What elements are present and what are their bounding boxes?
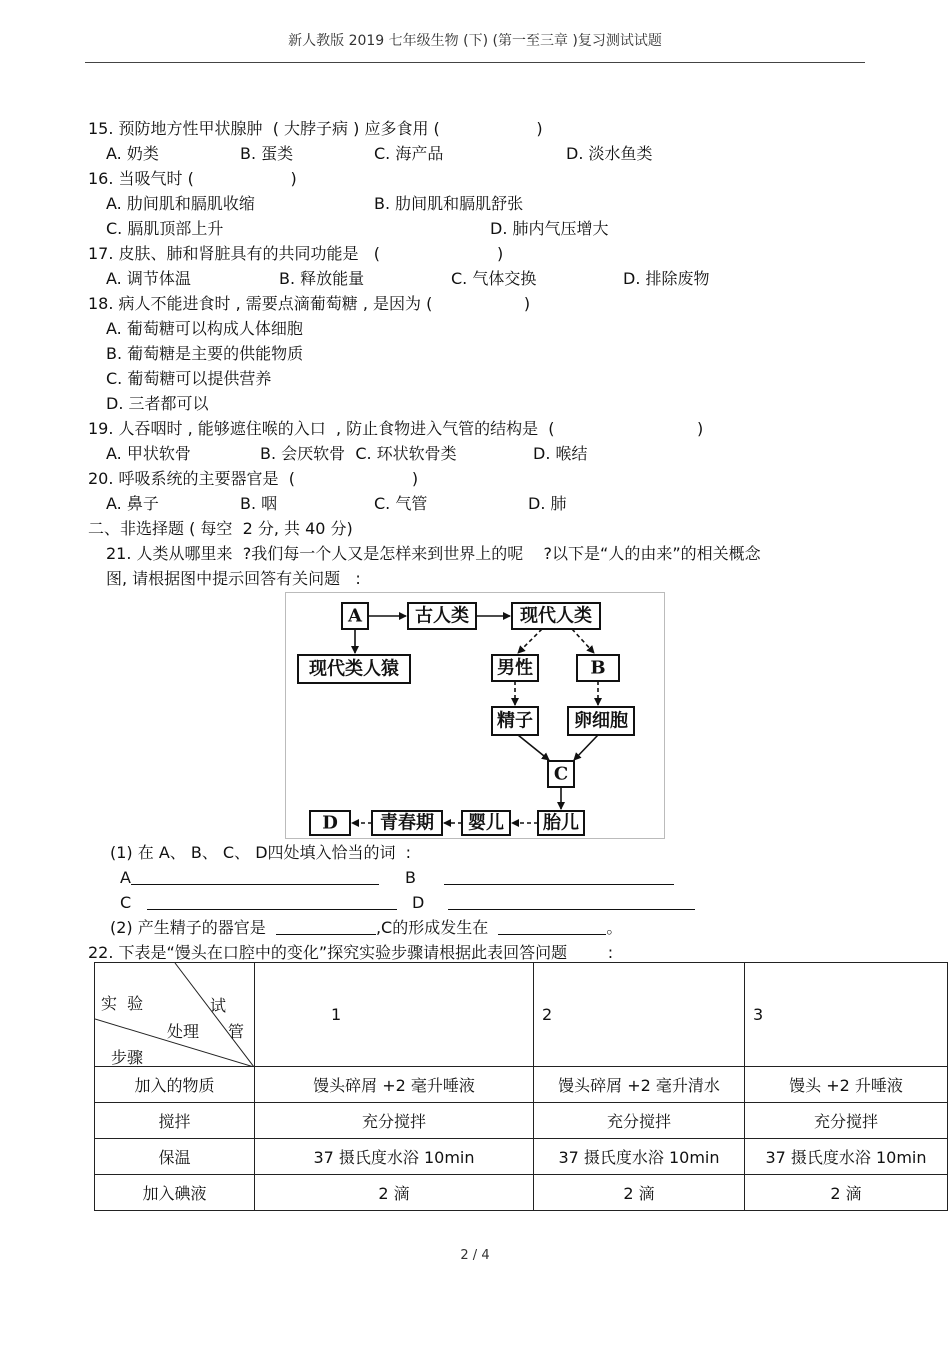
corner-mid-a: 处理 xyxy=(167,1022,200,1041)
box-c-label: C xyxy=(553,763,569,785)
q18-option-c: C. 葡萄糖可以提供营养 xyxy=(106,369,272,388)
q15-option-d: D. 淡水鱼类 xyxy=(566,144,653,163)
q17-option-d: D. 排除废物 xyxy=(623,269,710,288)
cell: 馒头 +2 升唾液 xyxy=(745,1067,948,1103)
cell: 37 摄氏度水浴 10min xyxy=(745,1139,948,1175)
q20-option-d: D. 肺 xyxy=(528,494,567,513)
cell: 馒头碎屑 +2 毫升清水 xyxy=(534,1067,745,1103)
q15-stem: 15. 预防地方性甲状腺肿 ( 大脖子病 ) 应多食用 ( ) xyxy=(88,119,543,138)
blank-sperm-organ[interactable] xyxy=(276,918,376,935)
cell: 2 滴 xyxy=(534,1175,745,1211)
q18-option-a: A. 葡萄糖可以构成人体细胞 xyxy=(106,319,303,338)
box-a-label: A xyxy=(348,605,362,627)
box-ancient-human-label: 古人类 xyxy=(415,605,469,627)
corner-bottom: 步骤 xyxy=(111,1048,144,1067)
box-infant-label: 婴儿 xyxy=(468,812,504,834)
q19-stem: 19. 人吞咽时 , 能够遮住喉的入口 , 防止食物进入气管的结构是 ( ) xyxy=(88,419,704,438)
corner-top-a: 实 验 xyxy=(101,994,144,1013)
q16-stem: 16. 当吸气时 ( ) xyxy=(88,169,297,188)
table-header-row xyxy=(95,963,948,1067)
blank-c-line[interactable] xyxy=(147,893,397,910)
q15-option-b: B. 蛋类 xyxy=(240,144,294,163)
header-rule xyxy=(85,62,865,63)
col-header-2: 2 xyxy=(534,963,745,1067)
table-row xyxy=(95,1139,948,1175)
blank-a-line[interactable] xyxy=(131,868,379,885)
q19-option-bc: B. 会厌软骨 C. 环状软骨类 xyxy=(260,444,457,463)
experiment-table xyxy=(94,962,948,1211)
cell: 充分搅拌 xyxy=(534,1103,745,1139)
section2-title: 二、非选择题 ( 每空 2 分, 共 40 分) xyxy=(88,519,353,538)
q21-stem-line2: 图, 请根据图中提示回答有关问题 : xyxy=(106,569,361,588)
blank-b-label: B xyxy=(405,868,416,887)
q21-sub1: (1) 在 A、 B、 C、 D四处填入恰当的词 : xyxy=(110,843,412,862)
q17-option-c: C. 气体交换 xyxy=(451,269,537,288)
q16-option-c: C. 膈肌顶部上升 xyxy=(106,219,224,238)
box-sperm-label: 精子 xyxy=(497,710,533,732)
row-label-substance: 加入的物质 xyxy=(95,1067,255,1103)
q15-option-c: C. 海产品 xyxy=(374,144,444,163)
corner-top-b: 试 xyxy=(210,996,227,1015)
cell: 馒头碎屑 +2 毫升唾液 xyxy=(255,1067,534,1103)
cell: 充分搅拌 xyxy=(745,1103,948,1139)
cell: 37 摄氏度水浴 10min xyxy=(255,1139,534,1175)
q16-option-b: B. 肋间肌和膈肌舒张 xyxy=(374,194,524,213)
arrow-modern-to-male xyxy=(518,629,542,653)
blank-c-label: C xyxy=(120,893,132,912)
box-d-label: D xyxy=(322,812,338,834)
box-b-label: B xyxy=(590,657,606,679)
q17-stem: 17. 皮肤、肺和肾脏具有的共同功能是 ( ) xyxy=(88,244,504,263)
concept-diagram-svg xyxy=(286,593,664,838)
q19-option-a: A. 甲状软骨 xyxy=(106,444,191,463)
q20-option-c: C. 气管 xyxy=(374,494,428,513)
cell: 充分搅拌 xyxy=(255,1103,534,1139)
row-label-stir: 搅拌 xyxy=(95,1103,255,1139)
box-modern-ape-label: 现代类人猿 xyxy=(309,658,399,680)
table-row xyxy=(95,1067,948,1103)
page-number: 2 / 4 xyxy=(460,1248,490,1263)
col-header-3: 3 xyxy=(745,963,948,1067)
q21-sub2 xyxy=(110,917,622,939)
q18-option-b: B. 葡萄糖是主要的供能物质 xyxy=(106,344,304,363)
box-egg-cell-label: 卵细胞 xyxy=(574,710,628,732)
q18-stem: 18. 病人不能进食时 , 需要点滴葡萄糖 , 是因为 ( ) xyxy=(88,294,531,313)
q22-stem: 22. 下表是“馒头在口腔中的变化”探究实验步骤请根据此表回答问题 : xyxy=(88,943,614,962)
box-fetus-label: 胎儿 xyxy=(543,812,579,834)
blank-d-label: D xyxy=(412,893,425,912)
q20-option-a: A. 鼻子 xyxy=(106,494,159,513)
q17-option-a: A. 调节体温 xyxy=(106,269,191,288)
q21-sub2-end: 。 xyxy=(606,918,623,937)
row-label-warm: 保温 xyxy=(95,1139,255,1175)
cell: 37 摄氏度水浴 10min xyxy=(534,1139,745,1175)
q18-option-d: D. 三者都可以 xyxy=(106,394,209,413)
table-row xyxy=(95,1175,948,1211)
q21-sub2-part2: ,C的形成发生在 xyxy=(375,918,499,937)
corner-mid-b: 管 xyxy=(228,1022,245,1041)
blank-b-line[interactable] xyxy=(444,868,674,885)
blank-d-line[interactable] xyxy=(448,893,695,910)
q20-stem: 20. 呼吸系统的主要器官是 ( ) xyxy=(88,469,419,488)
blank-c-location[interactable] xyxy=(498,918,606,935)
q21-blank-d-row xyxy=(412,892,695,914)
table-row xyxy=(95,1103,948,1139)
blank-a-label: A xyxy=(120,868,131,887)
cell: 2 滴 xyxy=(745,1175,948,1211)
cell: 2 滴 xyxy=(255,1175,534,1211)
q21-sub2-part1: (2) 产生精子的器官是 xyxy=(110,918,276,937)
box-male-label: 男性 xyxy=(497,657,533,679)
q21-blank-b-row xyxy=(405,867,674,889)
q16-option-d: D. 肺内气压增大 xyxy=(490,219,609,238)
page-header: 新人教版 2019 七年级生物 (下) (第一至三章 )复习测试试题 xyxy=(288,33,662,49)
q15-option-a: A. 奶类 xyxy=(106,144,159,163)
row-label-iodine: 加入碘液 xyxy=(95,1175,255,1211)
q19-option-d: D. 喉结 xyxy=(533,444,588,463)
q21-stem-line1: 21. 人类从哪里来 ?我们每一个人又是怎样来到世界上的呢 ?以下是“人的由来”的相关概念 xyxy=(106,544,761,563)
q21-blank-c-row xyxy=(120,892,397,914)
arrow-egg-to-c xyxy=(574,735,598,760)
q21-blank-a-row xyxy=(120,867,379,889)
q20-option-b: B. 咽 xyxy=(240,494,278,513)
box-modern-human-label: 现代人类 xyxy=(520,605,592,627)
arrow-modern-to-b xyxy=(572,629,594,653)
q17-option-b: B. 释放能量 xyxy=(279,269,365,288)
q16-option-a: A. 肋间肌和膈肌收缩 xyxy=(106,194,255,213)
table-corner-cell xyxy=(95,963,255,1067)
arrow-sperm-to-c xyxy=(518,735,549,760)
box-adolescence-label: 青春期 xyxy=(380,812,434,834)
col-header-1: 1 xyxy=(255,963,534,1067)
human-origin-concept-diagram xyxy=(285,592,665,839)
